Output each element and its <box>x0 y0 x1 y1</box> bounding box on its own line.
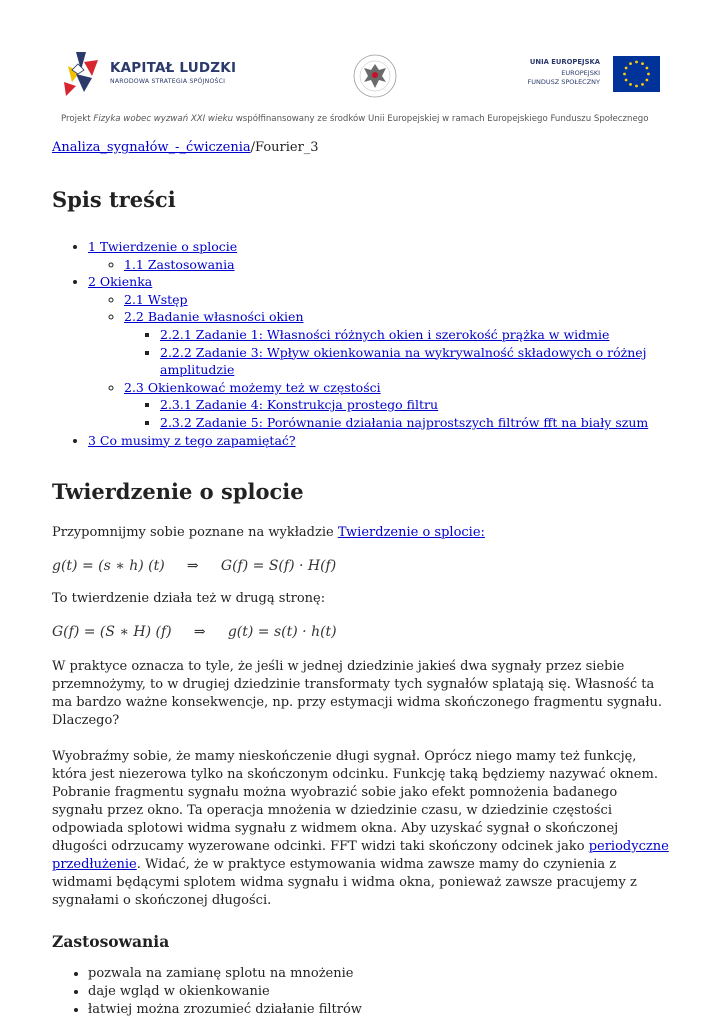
project-funding-line <box>61 114 681 124</box>
header-banner <box>0 0 725 130</box>
list-item: • daje wgląd w okienkowanie <box>88 983 672 1001</box>
list-item: • łatwiej można zrozumieć działanie filtrów <box>88 1001 672 1019</box>
toc-link-2-2-1[interactable]: 2.2.1 Zadanie 1: Własności różnych okien i szerokość prążka w widmie <box>160 326 610 342</box>
project-suffix: współfinansowany ze środków Unii Europejskiej w ramach Europejskiego Funduszu Społecznego <box>233 114 649 124</box>
project-name: Fizyka wobec wyzwań XXI wieku <box>93 114 234 124</box>
kapital-ludzki-subtitle: NARODOWA STRATEGIA SPÓJNOŚCI <box>110 78 226 85</box>
eu-logo <box>515 56 665 96</box>
toc-item <box>88 273 672 431</box>
project-prefix: Projekt <box>61 114 94 124</box>
kapital-ludzki-emblem-icon <box>62 48 110 100</box>
toc-item <box>160 344 672 379</box>
paragraph-window <box>52 748 672 910</box>
window-text-b: . Widać, że w praktyce estymowania widma zawsze mamy do czynienia z widmami będącymi splotem widma sygnału i widma okna, ponieważ zawsze pracujemy z sygnałami o skończonej długości. <box>52 857 637 909</box>
university-warsaw-logo <box>352 52 398 100</box>
university-eagle-icon <box>352 52 398 100</box>
breadcrumb-link[interactable]: Analiza_sygnałów_-_ćwiczenia <box>52 140 251 155</box>
toc-link-2-2-2[interactable]: 2.2.2 Zadanie 3: Wpływ okienkowania na wykrywalność składowych o różnej amplitudzie <box>160 344 647 378</box>
toc-item <box>160 414 672 432</box>
kapital-ludzki-logo <box>62 48 237 100</box>
toc-link-2-3-1[interactable]: 2.3.1 Zadanie 4: Konstrukcja prostego filtru <box>160 397 439 413</box>
toc-link-2-2[interactable]: 2.2 Badanie własności okien <box>124 309 304 325</box>
toc-link-3[interactable]: 3 Co musimy z tego zapamiętać? <box>88 432 296 448</box>
formula-convolution-frequency: G(f) = (S ∗ H) (f) ⇒ g(t) = s(t) · h(t) <box>52 624 337 641</box>
periodic-extension-link[interactable]: periodyczne przedłużenie <box>52 839 669 873</box>
toc-link-2-3[interactable]: 2.3 Okienkować możemy też w częstości <box>124 379 381 395</box>
section-intro <box>52 524 672 542</box>
reverse-statement: To twierdzenie działa też w drugą stronę: <box>52 591 326 607</box>
convolution-theorem-link[interactable]: Twierdzenie o splocie: <box>337 525 485 541</box>
toc-link-1[interactable]: 1 Twierdzenie o splocie <box>88 239 238 254</box>
toc-item <box>88 432 672 450</box>
toc-item <box>124 291 672 309</box>
main-content <box>52 140 672 1019</box>
toc-item <box>124 308 672 378</box>
toc-link-1-1[interactable]: 1.1 Zastosowania <box>124 256 235 272</box>
section-title: Twierdzenie o splocie <box>52 479 304 505</box>
breadcrumb <box>52 140 672 155</box>
toc-title: Spis treści <box>52 187 176 212</box>
toc-item <box>124 379 672 432</box>
applications-list <box>52 965 672 1019</box>
intro-text: Przypomnijmy sobie poznane na wykładzie <box>52 525 338 541</box>
breadcrumb-current: /Fourier_3 <box>250 140 319 155</box>
eu-flag-icon <box>613 56 660 92</box>
list-item: • pozwala na zamianę splotu na mnożenie <box>88 965 672 983</box>
eu-line2: EUROPEJSKI <box>561 69 600 77</box>
kapital-ludzki-title: KAPITAŁ LUDZKI <box>110 60 237 76</box>
toc-link-2[interactable]: 2 Okienka <box>88 274 153 290</box>
eu-line3: FUNDUSZ SPOŁECZNY <box>527 78 600 86</box>
toc-link-2-3-2[interactable]: 2.3.2 Zadanie 5: Porównanie działania najprostszych filtrów fft na biały szum <box>160 414 649 430</box>
toc-item <box>88 238 672 273</box>
window-text-a: Wyobraźmy sobie, że mamy nieskończenie długi sygnał. Oprócz niego mamy też funkcję, która jest niezerowa tylko na skończonym odcinku. Funkcję taką będziemy nazywać oknem. Pobranie fragmentu sygnału można wyobrazić sobie jako efekt pomnożenia badanego sygnału przez okno. Ta operacja mnożenia w dziedzinie czasu, w dziedzinie częstości odpowiada splotowi widma sygnału z widmem okna. Aby uzyskać sygnał o skończonej długości odrzucamy wyzerowane odcinki. FFT widzi taki skończony odcinek jako <box>52 749 658 855</box>
toc-item <box>160 326 672 344</box>
table-of-contents <box>52 238 672 449</box>
toc-link-2-1[interactable]: 2.1 Wstęp <box>124 291 188 307</box>
paragraph-practice: W praktyce oznacza to tyle, że jeśli w jednej dziedzinie jakieś dwa sygnały przez siebie przemnożymy, to w drugiej dziedzinie transformaty tych sygnałów splatają się. Własność ta ma bardzo ważne konsekwencje, np. przy estymacji widma skończonego fragmentu sygnału. Dlaczego? <box>52 659 663 729</box>
toc-item <box>124 256 672 274</box>
eu-title: UNIA EUROPEJSKA <box>529 58 600 66</box>
formula-convolution-time: g(t) = (s ∗ h) (t) ⇒ G(f) = S(f) · H(f) <box>52 558 337 575</box>
toc-item <box>160 396 672 414</box>
subsection-title: Zastosowania <box>52 932 170 952</box>
